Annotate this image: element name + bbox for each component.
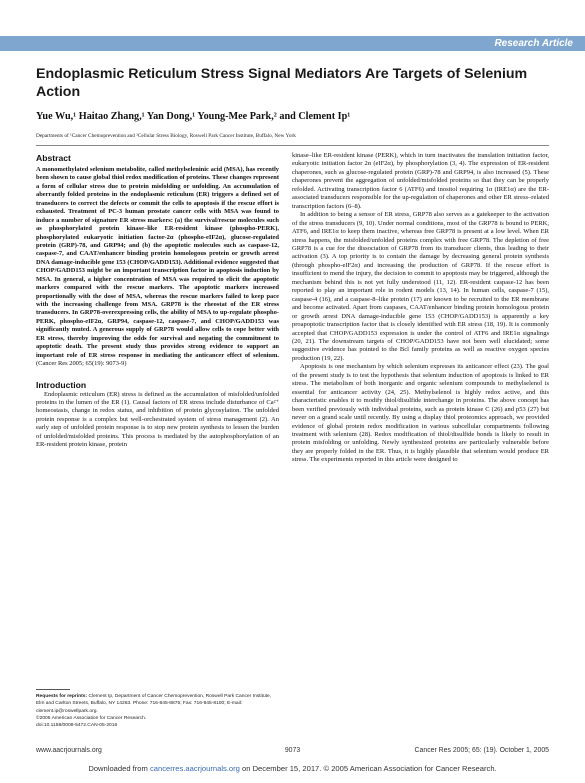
- abstract-heading: Abstract: [36, 153, 71, 163]
- left-column: [36, 152, 279, 450]
- author-list: Yue Wu,¹ Haitao Zhang,¹ Yan Dong,¹ Young-Mee Park,² and Clement Ip¹: [36, 111, 351, 122]
- introduction-heading: Introduction: [36, 379, 87, 390]
- download-notice: [0, 764, 585, 773]
- affiliations: Departments of ¹Cancer Chemoprevention and ²Cellular Stress Biology, Roswell Park Cancer Institute, Buffalo, New York: [36, 133, 296, 139]
- body-paragraph: In addition to being a sensor of ER stress, GRP78 also serves as a gatekeeper to the activation of the stress transducers (9, 10). Under normal conditions, most of the GRP78 is bound to PERK, ATF6, and IRE1α to keep them inactive, whereas free GRP78 is present at a low level. When ER stress happens, the misfolded/unfolded proteins complex with free GRP78. The depletion of free GRP78 is a cue for the dissociation of GRP78 from its transducer clients, thus leading to their activation (3). A top priority is to contain the damage by decreasing general protein synthesis (through phospho-eIF2α) and increasing the production of GRP78. If the rescue effort is insufficient to mend the injury, the decision to commit to apoptosis may be triggered, although the mechanism behind this is not yet fully understood (11, 12). ER-resident caspase-12 has been reported to play an important role in rodent models (13, 14). In human cells, caspase-7 (15), caspase-4 (16), and a caspase-8–like protein (17) are known to be recruited to the ER membrane and become activated. Apart from caspases, CAAT/enhancer binding protein homologous protein or growth arrest DNA damage-inducible gene 153 (CHOP/GADD153) is apparently a key proapoptotic transcription factor that is closely identified with ER stress (18, 19). It is commonly accepted that CHOP/GADD153 expression is under the control of ATF6 and IRE1α signalings (20, 21). The downstream targets of CHOP/GADD153 have not been well elucidated; some suggestive evidence has pointed to the Bcl family proteins as well as reactive oxygen species production (19, 22).: [292, 211, 549, 362]
- introduction-paragraph: Endoplasmic reticulum (ER) stress is defined as the accumulation of misfolded/unfolded proteins in the lumen of the ER (1). Causal factors of ER stress include disturbance of Ca²⁺ homeostasis, change in redox status, and inhibition of protein glycosylation. The unfolded protein response is a complex but well-orchestrated system of stress management (2). An early step of unfolded protein response is to stop new protein synthesis to lessen the burden of unfolded/misfolded proteins. This process is mediated by the autophosphorylation of an ER-resident protein kinase, protein: [36, 390, 279, 449]
- introduction-body: [36, 391, 279, 450]
- header-divider: [36, 145, 549, 146]
- abstract-citation: (Cancer Res 2005; 65(19): 9073-9): [36, 360, 127, 368]
- reprint-request-label: Requests for reprints:: [36, 694, 88, 699]
- article-type-banner: [0, 36, 585, 51]
- article-type-label: Research Article: [494, 38, 573, 49]
- page-number: 9073: [284, 747, 301, 754]
- abstract-body: [36, 166, 279, 369]
- article-title: Endoplasmic Reticulum Stress Signal Mediators Are Targets of Selenium Action: [36, 66, 528, 100]
- copyright-notice: ©2005 American Association for Cancer Research.: [36, 715, 147, 721]
- footnotes: [36, 693, 279, 729]
- journal-citation: Cancer Res 2005; 65: (19). October 1, 2005: [414, 747, 549, 754]
- reprint-request-text: Clement Ip, Department of Cancer Chemoprevention, Roswell Park Cancer Institute, Elm and Carlton Streets, Buffalo, NY 14263. Phone: 716-845-8875; Fax: 716-845-8100; E-mail: clement.ip@roswellpark.org.: [36, 694, 272, 714]
- body-paragraph: kinase–like ER-resident kinase (PERK), which in turn inactivates the translation initiation factor, eukaryotic initiation factor 2α (eIF2α), by phosphorylation (3, 4). The expression of ER-resident chaperones, such as glucose-regulated protein (GRP)-78 and GRP94, is also increased (5). These chaperones prevent the aggregation of unfolded/misfolded proteins so that they can be properly refolded. Activating transcription factor 6 (ATF6) and inositol requiring 1α (IRE1α) are the ER-associated transducers responsible for the up-regulation of chaperones and other ER stress–related transcription factors (6–8).: [292, 152, 549, 210]
- running-footer: [36, 747, 549, 757]
- download-prefix: Downloaded from: [88, 764, 148, 773]
- journal-website-link[interactable]: www.aacrjournals.org: [36, 747, 102, 754]
- download-source-link[interactable]: cancerres.aacrjournals.org: [149, 764, 240, 773]
- doi: doi:10.1158/0008-5472.CAN-05-2016: [36, 723, 118, 729]
- reprint-request: [36, 693, 279, 715]
- footnote-divider: [36, 689, 70, 690]
- abstract-text: A monomethylated selenium metabolite, called methylseleninic acid (MSA), has recently been shown to cause global thiol redox modification of proteins. These changes represent a form of cellular stress due to protein misfolding or unfolding. An accumulation of aberrantly folded proteins in the endoplasmic reticulum (ER) triggers a defined set of transducers to correct the defects or commit the cells to apoptosis if the rescue effort is exhausted. Treatment of PC-3 human prostate cancer cells with MSA was found to induce a number of signature ER stress markers: (a) the survival/rescue molecules such as phosphorylated protein kinase–like ER-resident kinase (phospho-PERK), phosphorylated eukaryotic initiation factor-2α (phospho-eIF2α), glucose-regulated protein (GRP)-78, and GRP94; and (b) the apoptotic molecules such as caspase-12, caspase-7, and CAAT/enhancer binding protein homologous protein or growth arrest DNA damage-inducible gene 153 (CHOP/GADD153). Additional evidence suggested that CHOP/GADD153 might be an important transcription factor in apoptosis induction by MSA. In general, a higher concentration of MSA was required to elicit the apoptotic markers compared with the rescue markers. The apoptotic markers increased proportionally with the dose of MSA, whereas the rescue markers failed to keep pace with the increasing challenge from MSA. GRP78 is the rheostat of the ER stress transducers. In GRP78-overexpressing cells, the ability of MSA to up-regulate phospho-PERK, phospho-eIF2α, GRP94, caspase-12, caspase-7, and CHOP/GADD153 was significantly muted. A generous supply of GRP78 would allow cells to cope better with ER stress, thereby improving the odds for survival and negating the commitment to apoptotic death. The present study thus provides strong evidence to support an important role of ER stress response in mediating the anticancer effect of selenium.: [36, 166, 279, 359]
- download-suffix: on December 15, 2017. © 2005 American Association for Cancer Research.: [242, 764, 497, 773]
- right-column: [292, 152, 549, 465]
- body-paragraph: Apoptosis is one mechanism by which selenium expresses its anticancer effect (23). The goal of the present study is to test the hypothesis that selenium induction of apoptosis is linked to ER stress. The metabolism of both inorganic and organic selenium compounds to methylselenol is essential for anticancer activity (24, 25). Methylselenol is highly redox active, and this characteristic enables it to modify thiol/disulfide interchange in proteins. The above concept has been verified previously with individual proteins, such as protein kinase C (26) and p53 (27) but never on a grand scale until recently. By using a display thiol proteomics approach, we provided evidence of global protein redox modification in various subcellular compartments following treatment with selenium (28). Redox modification of thiol/disulfide bonds is likely to result in protein misfolding or unfolding. Newly synthesized proteins are particularly vulnerable before they are properly folded in the ER. Thus, it is highly plausible that selenium would produce ER stress. The experiments reported in this article were designed to: [292, 363, 549, 464]
